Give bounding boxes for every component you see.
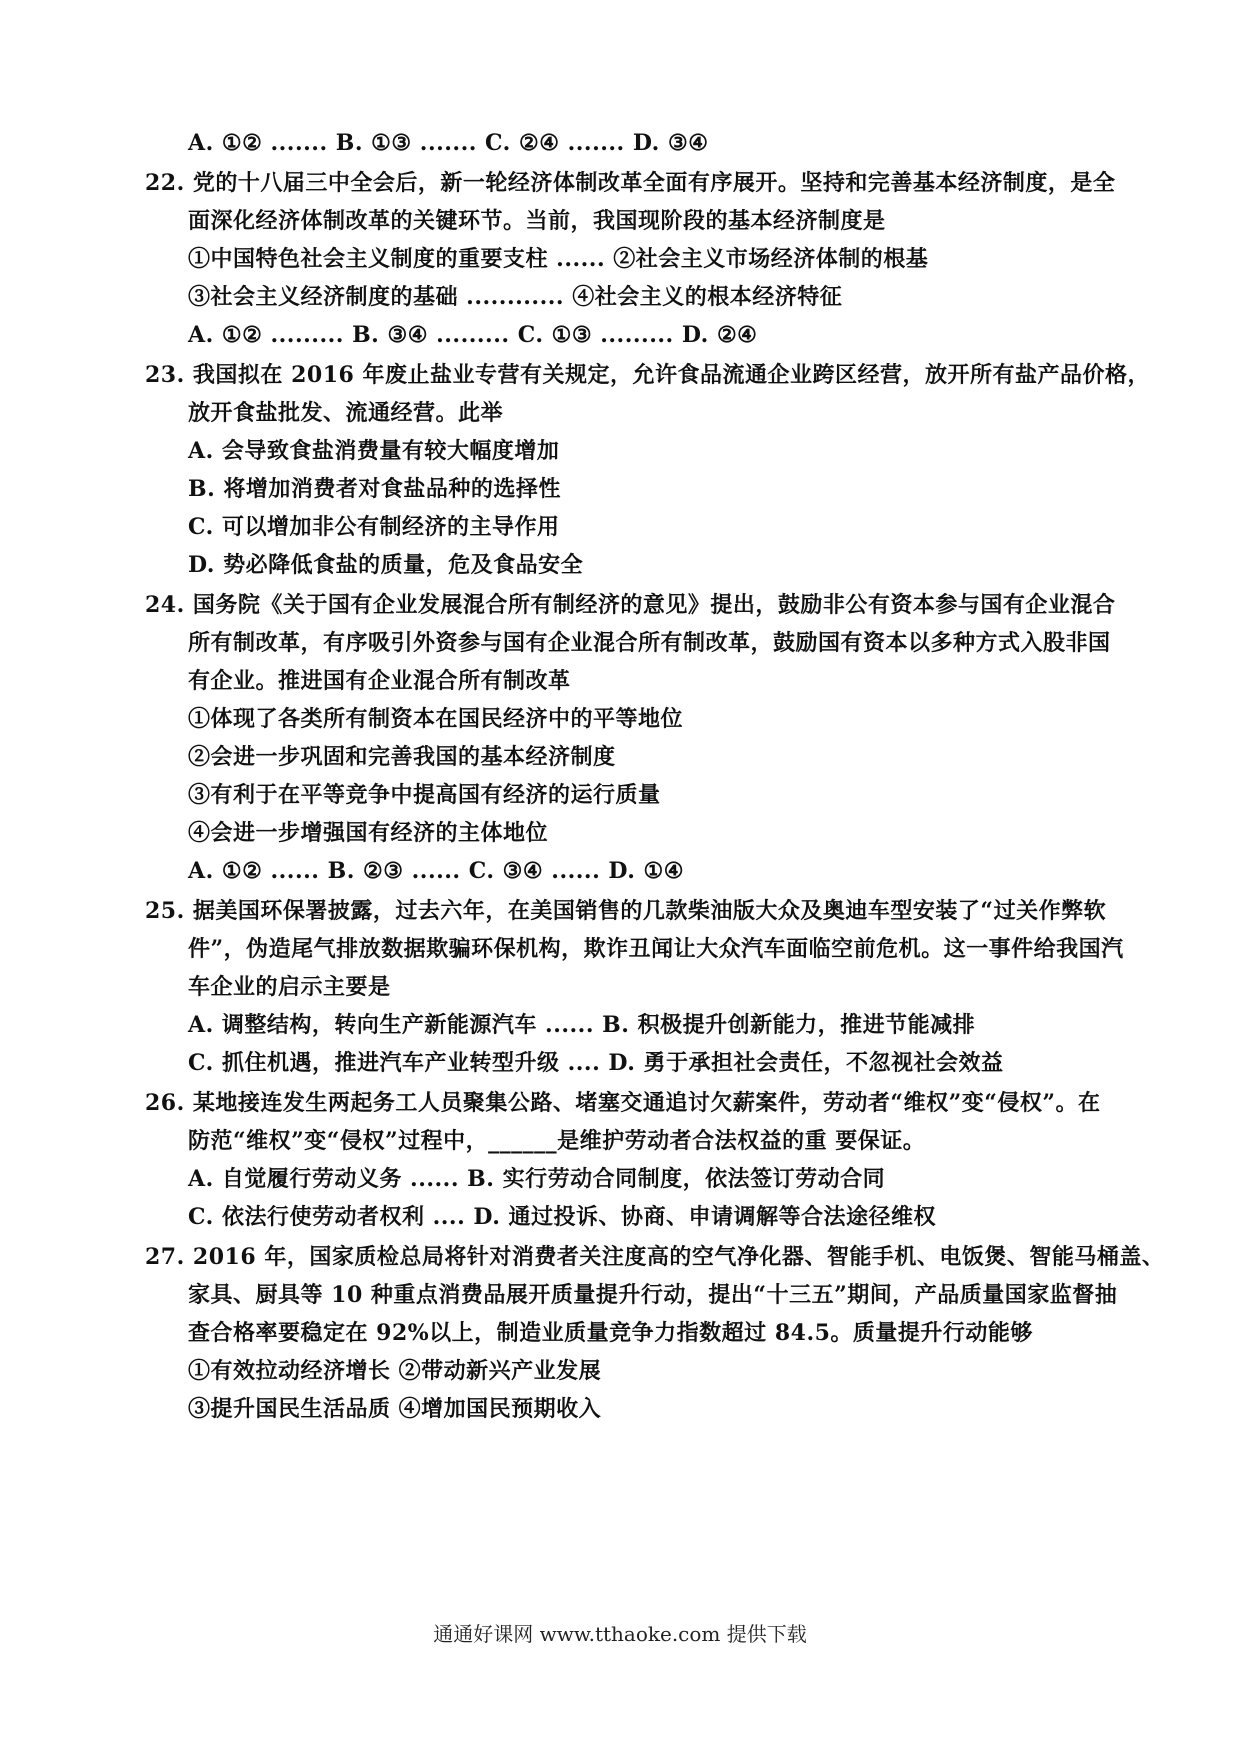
q21-options: A. ①② ....... B. ①③ ....... C. ②④ ....... D. ③④ [188, 130, 709, 156]
q23-option-c: C. 可以增加非公有制经济的主导作用 [188, 514, 560, 540]
q23-stem-line2: 放开食盐批发、流通经营。此举 [188, 400, 504, 426]
q24-stem-line1: 24. 国务院《关于国有企业发展混合所有制经济的意见》提出，鼓励非公有资本参与国有企业混合 [145, 592, 1116, 618]
q24-item-2: ②会进一步巩固和完善我国的基本经济制度 [188, 744, 616, 770]
q27-stem-line3: 查合格率要稳定在 92%以上，制造业质量竞争力指数超过 84.5。质量提升行动能够 [188, 1320, 1033, 1346]
q22-options: A. ①② ......... B. ③④ ......... C. ①③ ......... D. ②④ [188, 322, 758, 348]
q23-option-b: B. 将增加消费者对食盐品种的选择性 [188, 476, 561, 502]
q25-stem-line2: 件”，伪造尾气排放数据欺骗环保机构，欺诈丑闻让大众汽车面临空前危机。这一事件给我国汽 [188, 936, 1124, 962]
q24-stem-line2: 所有制改革，有序吸引外资参与国有企业混合所有制改革，鼓励国有资本以多种方式入股非国 [188, 630, 1111, 656]
q22-item-1-2: ①中国特色社会主义制度的重要支柱 ...... ②社会主义市场经济体制的根基 [188, 246, 929, 272]
q24-stem-line3: 有企业。推进国有企业混合所有制改革 [188, 668, 571, 694]
q22-item-3-4: ③社会主义经济制度的基础 ............ ④社会主义的根本经济特征 [188, 284, 843, 310]
q26-options-cd: C. 依法行使劳动者权利 .... D. 通过投诉、协商、申请调解等合法途径维权 [188, 1204, 937, 1230]
q25-options-cd: C. 抓住机遇，推进汽车产业转型升级 .... D. 勇于承担社会责任，不忽视社会效益 [188, 1050, 1004, 1076]
q25-stem-line3: 车企业的启示主要是 [188, 974, 391, 1000]
q23-option-a: A. 会导致食盐消费量有较大幅度增加 [188, 438, 560, 464]
q27-item-3-4: ③提升国民生活品质 ④增加国民预期收入 [188, 1396, 602, 1422]
q27-stem-line2: 家具、厨具等 10 种重点消费品展开质量提升行动，提出“十三五”期间，产品质量国家监督抽 [188, 1282, 1118, 1308]
page-footer: 通通好课网 www.tthaoke.com 提供下载 [433, 1622, 807, 1646]
q26-options-ab: A. 自觉履行劳动义务 ...... B. 实行劳动合同制度，依法签订劳动合同 [188, 1166, 886, 1192]
q23-option-d: D. 势必降低食盐的质量，危及食品安全 [188, 552, 584, 578]
q24-options: A. ①② ...... B. ②③ ...... C. ③④ ...... D. ①④ [188, 858, 684, 884]
q24-item-4: ④会进一步增强国有经济的主体地位 [188, 820, 549, 846]
q24-item-1: ①体现了各类所有制资本在国民经济中的平等地位 [188, 706, 684, 732]
q25-options-ab: A. 调整结构，转向生产新能源汽车 ...... B. 积极提升创新能力，推进节能减排 [188, 1012, 976, 1038]
q22-stem-line1: 22. 党的十八届三中全会后，新一轮经济体制改革全面有序展开。坚持和完善基本经济制度，是全 [145, 170, 1116, 196]
q26-stem-line1: 26. 某地接连发生两起务工人员聚集公路、堵塞交通追讨欠薪案件，劳动者“维权”变“侵权”。在 [145, 1090, 1101, 1116]
q27-stem-line1: 27. 2016 年，国家质检总局将针对消费者关注度高的空气净化器、智能手机、电饭煲、智能马桶盖、 [145, 1244, 1165, 1270]
q23-stem-line1: 23. 我国拟在 2016 年废止盐业专营有关规定，允许食品流通企业跨区经营，放开所有盐产品价格， [145, 362, 1150, 388]
q25-stem-line1: 25. 据美国环保署披露，过去六年，在美国销售的几款柴油版大众及奥迪车型安装了“过关作弊软 [145, 898, 1107, 924]
q22-stem-line2: 面深化经济体制改革的关键环节。当前，我国现阶段的基本经济制度是 [188, 208, 886, 234]
q27-item-1-2: ①有效拉动经济增长 ②带动新兴产业发展 [188, 1358, 602, 1384]
q24-item-3: ③有利于在平等竞争中提高国有经济的运行质量 [188, 782, 661, 808]
q26-stem-line2: 防范“维权”变“侵权”过程中，______是维护劳动者合法权益的重 要保证。 [188, 1128, 926, 1154]
